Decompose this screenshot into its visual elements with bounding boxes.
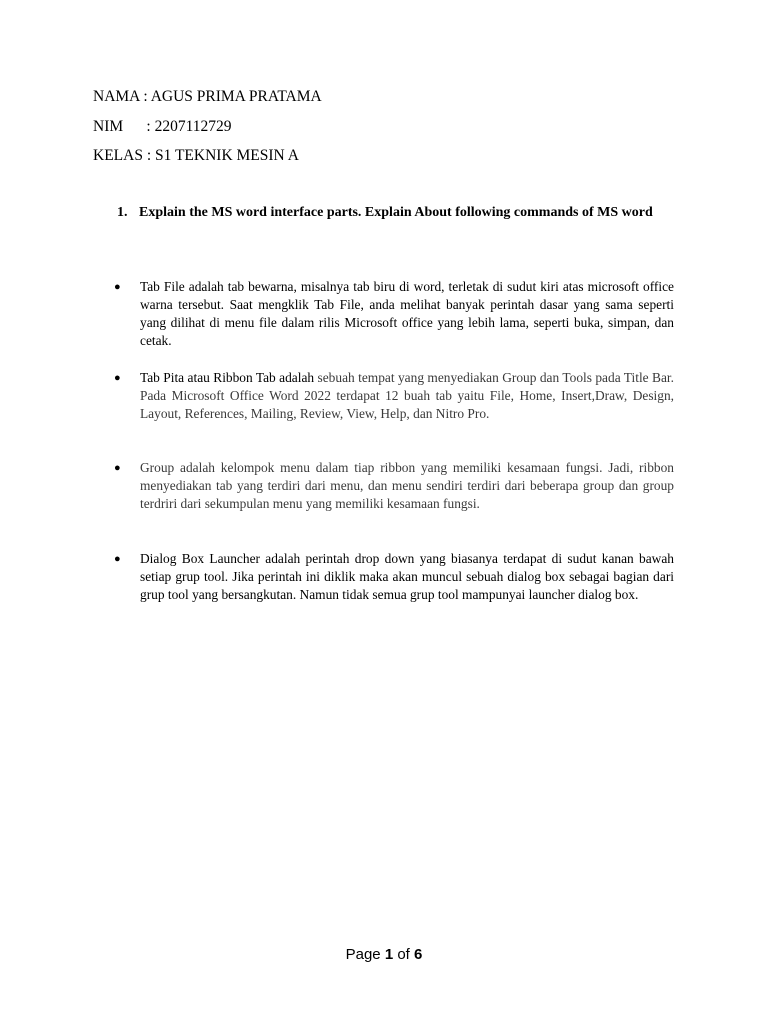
student-class-line: KELAS : S1 TEKNIK MESIN A xyxy=(93,147,299,164)
list-item xyxy=(113,278,674,350)
total-page-count: 6 xyxy=(414,946,423,963)
question-text: Explain the MS word interface parts. Explain About following commands of MS word xyxy=(139,205,653,220)
page-label: Page xyxy=(345,946,381,963)
list-item-lead: Tab Pita atau Ribbon Tab adalah xyxy=(140,370,318,385)
list-item xyxy=(113,550,674,604)
student-id-line: NIM : 2207112729 xyxy=(93,118,232,135)
of-label: of xyxy=(397,946,410,963)
student-name-line: NAMA : AGUS PRIMA PRATAMA xyxy=(93,88,322,105)
list-item-text: Group adalah kelompok menu dalam tiap ribbon yang memiliki kesamaan fungsi. Jadi, ribbon menyediakan tab yang terdiri dari menu, dan menu sendiri terdiri dari beberapa group dan group terdriri dari sekumpulan menu yang memiliki kesamaan fungsi. xyxy=(140,460,674,511)
page-number-footer xyxy=(0,945,768,965)
bullet-icon: ● xyxy=(114,553,121,565)
list-item xyxy=(113,459,674,513)
bullet-icon: ● xyxy=(114,462,121,474)
list-item-text: Tab File adalah tab bewarna, misalnya tab biru di word, terletak di sudut kiri atas microsoft office warna tersebut. Saat mengklik Tab File, anda melihat banyak perintah dasar yang sama seperti yang dilihat di menu file dalam rilis Microsoft office yang lebih lama, seperti buka, simpan, dan cetak. xyxy=(140,279,674,348)
list-item-text: sebuah tempat yang menyediakan Group dan Tools pada Title Bar. Pada Microsoft Office Word 2022 terdapat 12 buah tab yaitu File, Home, Insert,Draw, Design, Layout, References, Mailing, Review, View, Help, dan Nitro Pro. xyxy=(140,370,674,421)
bullet-icon: ● xyxy=(114,281,121,293)
bullet-icon: ● xyxy=(114,372,121,384)
question-number: 1. xyxy=(117,205,128,220)
list-item-text: Dialog Box Launcher adalah perintah drop down yang biasanya terdapat di sudut kanan bawah setiap grup tool. Jika perintah ini diklik maka akan muncul sebuah dialog box sebagai bagian dari grup tool yang bersangkutan. Namun tidak semua grup tool mampunyai launcher dialog box. xyxy=(140,551,674,602)
current-page-number: 1 xyxy=(384,946,394,963)
list-item-text-wrapper xyxy=(140,369,674,423)
list-item xyxy=(113,369,674,423)
question-1 xyxy=(117,204,677,222)
